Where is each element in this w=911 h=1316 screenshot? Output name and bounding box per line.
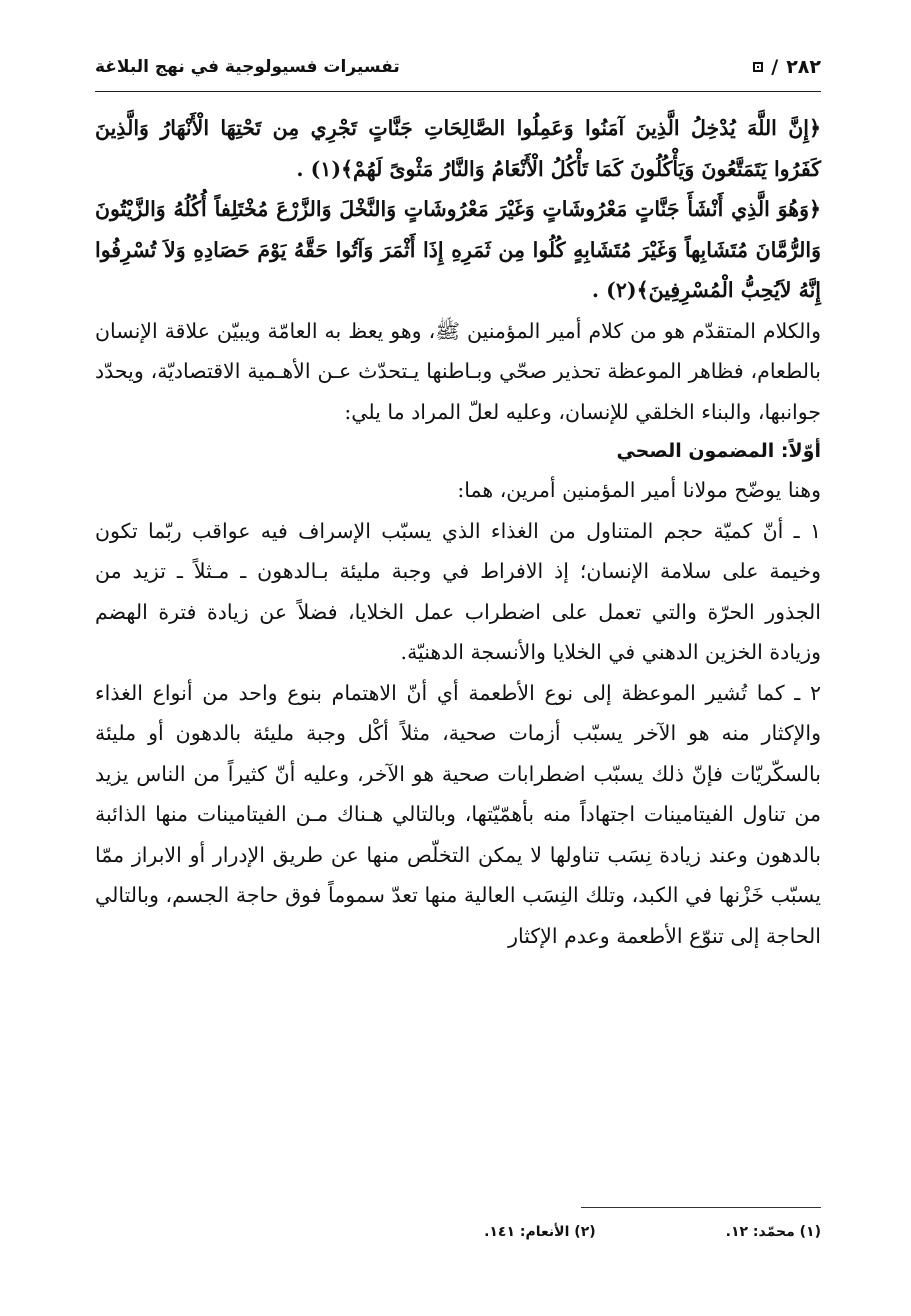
footnotes [95, 1224, 821, 1240]
paragraph: ١ ـ أنّ كميّة حجم المتناول من الغذاء الذي يسبّب الإسراف فيه عواقب ربّما تكون وخيمة على سلامة الإنسان؛ إذ الافراط في وجبة مليئة بـالدهون ـ مـثلاً ـ تزيد من الجذور الحرّة والتي تعمل على اضطراب عمل الخلايا، فضلاً عن زيادة فترة الهضم وزيادة الخزين الدهني في الخلايا والأنسجة الدهنيّة. [95, 518, 821, 664]
header-rule [95, 91, 821, 92]
paragraph: والكلام المتقدّم هو من كلام أمير المؤمنين ﷺ، وهو يعظ به العامّة ويبيّن علاقة الإنسان بالطعام، فظاهر الموعظة تحذير صحّي وبـاطنها يـتحدّث عـن الأهـمية الاقتصاديّة، ويحدّد جوانبها، والبناء الخلقي للإنسان، وعليه لعلّ المراد ما يلي: [95, 318, 821, 424]
square-icon [753, 62, 763, 72]
quran-verse: ﴿وَهُوَ الَّذِي أَنْشَأَ جَنَّاتٍ مَعْرُوشَاتٍ وَغَيْرَ مَعْرُوشَاتٍ وَالنَّخْلَ وَالزَّرْعَ مُخْتَلِفاً أُكُلُهُ وَالزَّيْتُونَ وَالرُّمَّانَ مُتَشَابِهاً وَغَيْرَ مُتَشَابِهٍ كُلُوا مِن ثَمَرِهِ إِذَا أَثْمَرَ وَآتُوا حَقَّهُ يَوْمَ حَصَادِهِ وَلاَ تُسْرِفُوا إِنَّهُ لاَيُحِبُّ الْمُسْرِفِينَ﴾(٢) . [95, 197, 821, 302]
section-heading: أوّلاً: المضمون الصحي [616, 440, 821, 462]
page-header [95, 52, 821, 82]
book-page [95, 0, 821, 1316]
paragraph: وهنا يوضّح مولانا أمير المؤمنين أمرين، هما: [457, 478, 821, 502]
book-title: تفسيرات فسيولوجية في نهج البلاغة [95, 57, 400, 77]
page-number-group [753, 56, 821, 78]
page-number-separator: / [771, 56, 779, 78]
footnote: (٢) الأنعام: ١٤١. [484, 1224, 596, 1240]
paragraph: ٢ ـ كما تُشير الموعظة إلى نوع الأطعمة أي أنّ الاهتمام بنوع واحد من أنواع الغذاء والإكثار منه هو الآخر يسبّب أزمات صحية، مثلاً أكْل وجبة مليئة بالدهون أو مليئة بالسكّريّات فإنّ ذلك يسبّب اضطرابات صحية هو الآخر، وعليه أنّ كثيراً من الناس يزيد من تناول الفيتامينات اجتهاداً منه بأهمّيّتها، وبالتالي هـناك مـن الفيتامينات منها الذائبة بالدهون وعند زيادة نِسَب تناولها لا يمكن التخلّص منها عن طريق الإدرار أو الابراز ممّا يسبّب خَزْنها في الكبد، وتلك النِسَب العالية منها تعدّ سموماً فوق حاجة الجسم، وبالتالي الحاجة إلى تنوّع الأطعمة وعدم الإكثار [95, 680, 821, 948]
quran-verse: ﴿إِنَّ اللَّهَ يُدْخِلُ الَّذِينَ آمَنُوا وَعَمِلُوا الصَّالِحَاتِ جَنَّاتٍ تَجْرِي مِن تَحْتِهَا الْأَنْهَارُ وَالَّذِينَ كَفَرُوا يَتَمَتَّعُونَ وَيَأْكُلُونَ كَمَا تَأْكُلُ الْأَنْعَامُ وَالنَّارُ مَثْوىً لَهُمْ﴾(١) . [95, 116, 821, 181]
page-body [95, 108, 821, 956]
page-number: ٢٨٢ [786, 56, 821, 78]
footnote-rule [581, 1207, 821, 1208]
footnote: (١) محمّد: ١٢. [725, 1224, 821, 1240]
